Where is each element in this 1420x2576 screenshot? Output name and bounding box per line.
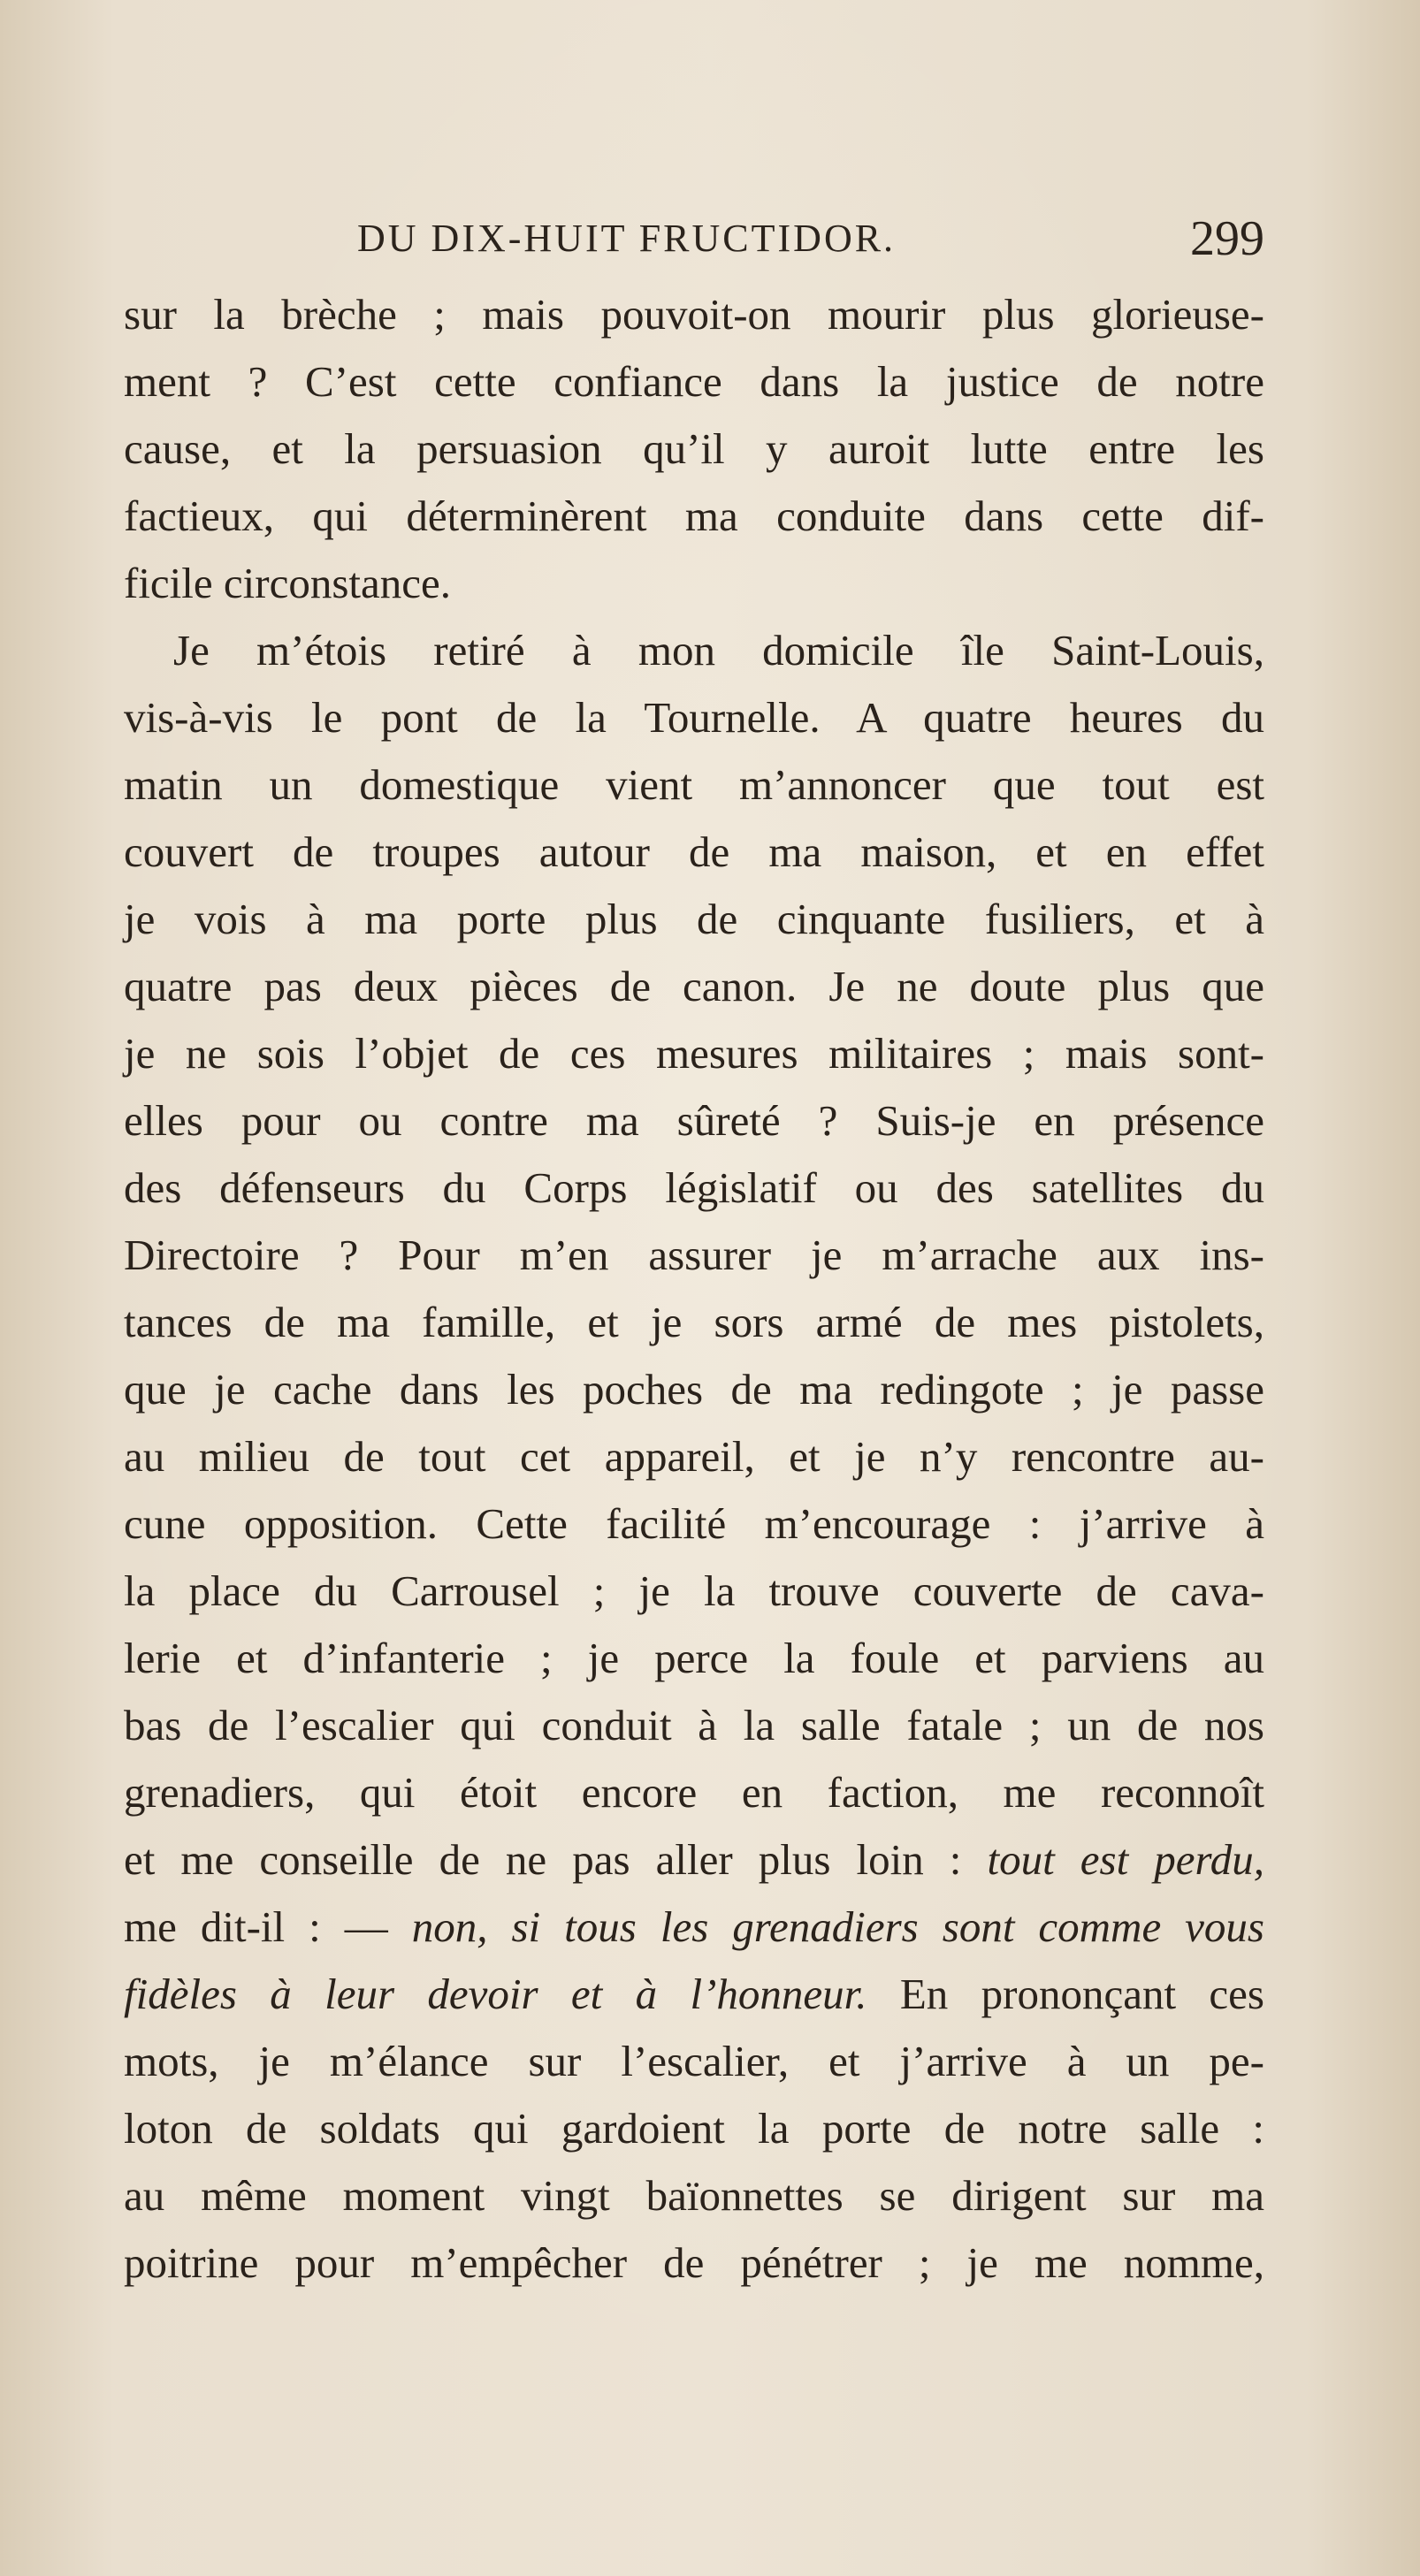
roman-text: En prononçant ces bbox=[867, 1970, 1264, 2018]
text-line: je vois à ma porte plus de cinquante fusiliers, et à bbox=[124, 895, 1264, 943]
text-line: grenadiers, qui étoit encore en faction, me reconnoît bbox=[124, 1768, 1264, 1817]
text-line: poitrine pour m’empêcher de pénétrer ; je me nomme, bbox=[124, 2238, 1264, 2287]
text-line-mixed bbox=[124, 1826, 1264, 1894]
text-line: sur la brèche ; mais pouvoit-on mourir plus glorieuse- bbox=[124, 290, 1264, 339]
text-line: bas de l’escalier qui conduit à la salle fatale ; un de nos bbox=[124, 1701, 1264, 1749]
running-head: DU DIX-HUIT FRUCTIDOR. bbox=[357, 217, 897, 260]
text-line: que je cache dans les poches de ma redingote ; je passe bbox=[124, 1365, 1264, 1414]
roman-text: et me conseille de ne pas aller plus loin : bbox=[124, 1835, 988, 1884]
body-text bbox=[124, 281, 1264, 2297]
text-line: ment ? C’est cette confiance dans la justice de notre bbox=[124, 357, 1264, 406]
text-line-mixed bbox=[124, 1894, 1264, 1961]
text-line: quatre pas deux pièces de canon. Je ne doute plus que bbox=[124, 962, 1264, 1010]
text-line: tances de ma famille, et je sors armé de mes pistolets, bbox=[124, 1298, 1264, 1346]
text-line: Directoire ? Pour m’en assurer je m’arrache aux ins- bbox=[124, 1231, 1264, 1279]
italic-text: fidèles à leur devoir et à l’honneur. bbox=[124, 1970, 867, 2018]
text-line: couvert de troupes autour de ma maison, et en effet bbox=[124, 827, 1264, 876]
text-line: vis-à-vis le pont de la Tournelle. A quatre heures du bbox=[124, 693, 1264, 742]
text-line: la place du Carrousel ; je la trouve couverte de cava- bbox=[124, 1566, 1264, 1615]
text-line: je ne sois l’objet de ces mesures militaires ; mais sont- bbox=[124, 1029, 1264, 1078]
paragraph-end-line: ficile circonstance. bbox=[124, 559, 452, 607]
text-line: cause, et la persuasion qu’il y auroit lutte entre les bbox=[124, 424, 1264, 473]
text-line: des défenseurs du Corps législatif ou des satellites du bbox=[124, 1163, 1264, 1212]
italic-text: non, si tous les grenadiers sont comme vous bbox=[411, 1902, 1264, 1951]
text-line: factieux, qui déterminèrent ma conduite dans cette dif- bbox=[124, 492, 1264, 540]
text-line: loton de soldats qui gardoient la porte de notre salle : bbox=[124, 2104, 1264, 2153]
paragraph-start-line: Je m’étois retiré à mon domicile île Saint-Louis, bbox=[173, 626, 1264, 674]
text-line: cune opposition. Cette facilité m’encourage : j’arrive à bbox=[124, 1499, 1264, 1548]
text-line: matin un domestique vient m’annoncer que tout est bbox=[124, 760, 1264, 809]
text-line-mixed bbox=[124, 1961, 1264, 2028]
text-line: au milieu de tout cet appareil, et je n’y rencontre au- bbox=[124, 1432, 1264, 1481]
page-header bbox=[124, 210, 1264, 272]
page-number: 299 bbox=[1190, 211, 1264, 266]
roman-text: me dit-il : — bbox=[124, 1902, 412, 1951]
text-line: mots, je m’élance sur l’escalier, et j’arrive à un pe- bbox=[124, 2037, 1264, 2085]
italic-text: tout est perdu, bbox=[987, 1835, 1264, 1884]
text-line: elles pour ou contre ma sûreté ? Suis-je en présence bbox=[124, 1096, 1264, 1145]
text-line: au même moment vingt baïonnettes se dirigent sur ma bbox=[124, 2171, 1264, 2220]
text-line: lerie et d’infanterie ; je perce la foule et parviens au bbox=[124, 1634, 1264, 1682]
